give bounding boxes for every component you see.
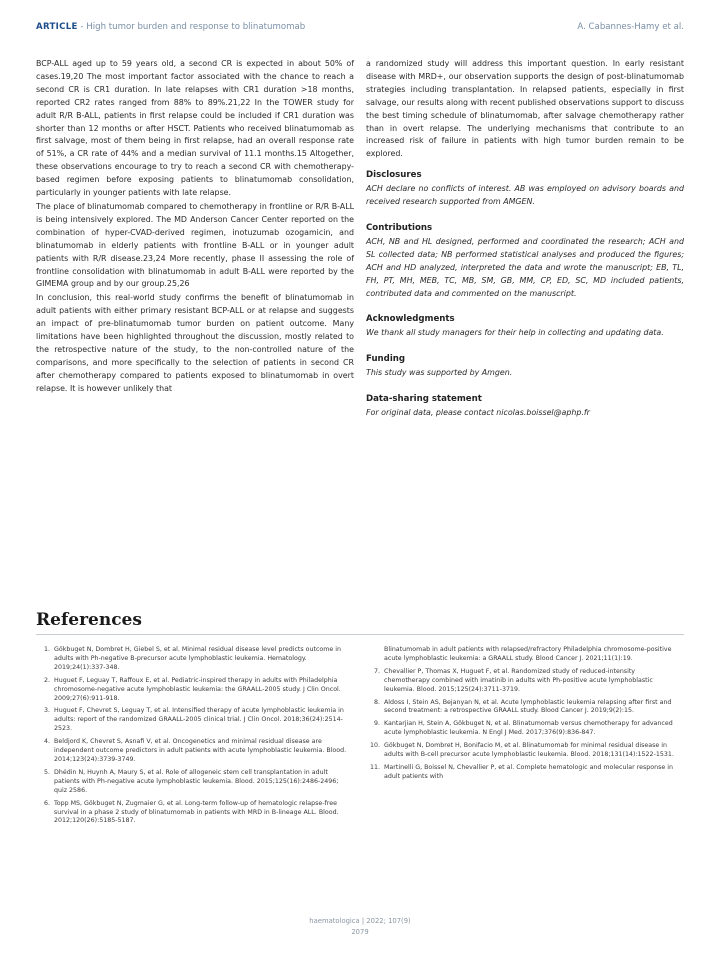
reference-item xyxy=(370,646,680,664)
reference-text: Kantarjian H, Stein A, Gökbuget N, et al. Blinatumomab versus chemotherapy for advanced acute lymphoblastic leukemia. N Engl J Med. 2017;376(9):836-847. xyxy=(384,720,673,737)
page-footer xyxy=(0,916,720,938)
reference-number: 6. xyxy=(43,799,50,807)
reference-number: 3. xyxy=(43,707,50,715)
data-sharing-heading: Data-sharing statement xyxy=(366,394,482,405)
references-title: References xyxy=(36,610,142,630)
reference-item xyxy=(370,668,680,695)
journal-citation: haematologica | 2022; 107(9) xyxy=(309,917,411,925)
disclosures-text: ACH declare no conflicts of interest. AB was employed on advisory boards and received research supported from AMGEN. xyxy=(366,184,684,207)
reference-item xyxy=(40,769,350,796)
funding-heading: Funding xyxy=(366,354,406,365)
reference-text: Gökbuget N, Dombret H, Bonifacio M, et al. Blinatumomab for minimal residual disease in adults with B-cell precursor acute lymphoblastic leukemia. Blood. 2018;131(14):1522-1531. xyxy=(384,742,674,759)
data-sharing-text: For original data, please contact nicolas.boissel@aphp.fr xyxy=(366,407,590,417)
reference-number: 11. xyxy=(370,763,381,771)
reference-item xyxy=(370,699,680,717)
reference-number: 10. xyxy=(370,742,381,750)
reference-number: 1. xyxy=(43,646,50,653)
reference-number: 8. xyxy=(373,698,380,706)
running-authors: A. Cabannes-Hamy et al. xyxy=(577,22,684,32)
reference-text: Huguet F, Leguay T, Raffoux E, et al. Pediatric-inspired therapy in adults with Philadelphia chromosome-negative acute lymphoblastic leukemia: the GRAALL-2005 study. J Clin Oncol. 2009;27(6):911-918. xyxy=(54,676,341,702)
reference-number: 9. xyxy=(373,720,380,728)
reference-number: 5. xyxy=(43,768,50,776)
paragraph: In conclusion, this real-world study confirms the benefit of blinatumomab in adult patients with either primary resistant BCP-ALL or at relapse and suggests an impact of pre-blinatumomab tumor burden on patient outcome. Many limitations have been highlighted throughout the discussion, mostly related to the retrospective nature of the study, to the non-controlled nature of the comparisons, and more specifically to the selection of patients in second CR after chemotherapy compared to patients exposed to blinatumomab in overt relapse. It is however unlikely that xyxy=(36,293,354,393)
references-divider xyxy=(36,634,684,635)
left-text-column xyxy=(36,58,354,397)
reference-item xyxy=(370,764,680,782)
reference-item xyxy=(370,720,680,738)
acknowledgments-text: We thank all study managers for their help in collecting and updating data. xyxy=(366,328,664,338)
reference-text: Aldoss I, Stein AS, Bejanyan N, et al. Acute lymphoblastic leukemia relapsing after first and second treatment: a retrospective GRAALL study. Blood Cancer J. 2019;9(2):15. xyxy=(384,698,672,715)
header-left xyxy=(36,22,305,32)
reference-text: Gökbuget N, Dombret H, Giebel S, et al. Minimal residual disease level predicts outcome in adults with Ph-negative B-precursor acute lymphoblastic leukemia. Hematology. 2019;24(1):337-348. xyxy=(54,646,342,671)
reference-number: 2. xyxy=(43,676,50,684)
reference-item xyxy=(40,800,350,827)
reference-number: 7. xyxy=(373,667,380,675)
article-tag: ARTICLE xyxy=(36,22,78,32)
right-text-column xyxy=(366,58,684,421)
disclosures-heading: Disclosures xyxy=(366,170,422,181)
reference-text: Martinelli G, Boissel N, Chevallier P, et al. Complete hematologic and molecular response in adult patients with xyxy=(384,763,674,780)
paragraph: a randomized study will address this important question. In early resistant disease with MRD+, our observation supports the design of post-blinatumomab strategies including transplantation. In relapsed patients, especially in first salvage, our results along with recent published observations support to discuss the best timing schedule of blinatumomab, after salvage chemotherapy rather than in overt relapse. The underlying mechanisms that contribute to an increased risk of failure in patients with high tumor burden remain to be explored. xyxy=(366,59,684,159)
references-right-column xyxy=(370,646,680,786)
funding-text: This study was supported by Amgen. xyxy=(366,368,513,378)
reference-text: Beldjord K, Chevret S, Asnafi V, et al. Oncogenetics and minimal residual disease are independent outcome predictors in adult patients with acute lymphoblastic leukemia. Blood. 2014;123(24):3739-3749. xyxy=(54,738,347,763)
reference-item xyxy=(40,738,350,765)
running-title: High tumor burden and response to blinatumomab xyxy=(86,22,306,32)
reference-text: Topp MS, Gökbuget N, Zugmaier G, et al. Long-term follow-up of hematologic relapse-free survival in a phase 2 study of blinatumomab in patients with MRD in B-lineage ALL. Blood. 2012;120(26):5185-5187. xyxy=(54,799,339,825)
paragraph: The place of blinatumomab compared to chemotherapy in frontline or R/R B-ALL is being intensively explored. The MD Anderson Cancer Center reported on the combination of hyper-CVAD-derived regimen, inotuzumab ozogamicin, and blinatumomab in elderly patients with frontline B-ALL or in younger adult patients with R/R disease.23,24 More recently, phase II assessing the role of frontline consolidation with blinatumomab in adult B-ALL were reported by the GIMEMA group and by our group.25,26 xyxy=(36,201,354,289)
reference-text: Huguet F, Chevret S, Leguay T, et al. Intensified therapy of acute lymphoblastic leukemia in adults: report of the randomized GRAALL-2005 clinical trial. J Clin Oncol. 2018;36(24):2514-2523. xyxy=(54,707,344,733)
references-left-column xyxy=(40,646,350,830)
reference-number: 4. xyxy=(43,738,50,746)
reference-item xyxy=(40,646,350,673)
running-header xyxy=(36,22,684,38)
reference-text: Dhédin N, Huynh A, Maury S, et al. Role of allogeneic stem cell transplantation in adult patients with Ph-negative acute lymphoblastic leukemia. Blood. 2015;125(16):2486-2496; quiz 2586. xyxy=(54,768,339,794)
contributions-heading: Contributions xyxy=(366,222,433,233)
reference-item xyxy=(40,707,350,734)
paragraph: BCP-ALL aged up to 59 years old, a second CR is expected in about 50% of cases.19,20 The most important factor associated with the chance to reach a second CR is CR1 duration. In late relapses with CR1 duration >18 months, reported CR2 rates ranged from 88% to 89%.21,22 In the TOWER study for adult R/R B-ALL, patients in first relapse could be included if CR1 duration was shorter than 12 months or after HSCT. Patients who received blinatumomab as first salvage, most of them being in first relapse, had an overall response rate of 51%, a CR rate of 44% and a median survival of 11.1 months.15 Altogether, these observations encourage to try to reach a second CR with chemotherapy-based regimen before exposing patients to blinatumomab consolidation, particularly in younger patients with late relapse. xyxy=(36,59,354,198)
reference-text: Blinatumomab in adult patients with relapsed/refractory Philadelphia chromosome-positive acute lymphoblastic leukemia: a GRAALL study. Blood Cancer J. 2021;11(1):19. xyxy=(384,646,672,662)
page-number: 2079 xyxy=(351,928,369,936)
acknowledgments-heading: Acknowledgments xyxy=(366,314,455,325)
contributions-text: ACH, NB and HL designed, performed and coordinated the research; ACH and SL collected data; NB performed statistical analyses and produced the figures; ACH and HD analyzed, interpreted the data and wrote the manuscript; EB, TL, FH, PT, MH, MEB, TC, MB, SM, GB, MM, CP, ED, SC, MD included patients, contributed data and commented on the manuscript. xyxy=(366,236,684,298)
reference-item xyxy=(40,677,350,704)
reference-text: Chevallier P, Thomas X, Huguet F, et al. Randomized study of reduced-intensity chemotherapy combined with imatinib in adults with Ph-positive acute lymphoblastic leukemia. Blood. 2015;125(24):3711-3719. xyxy=(384,667,653,693)
header-separator: - xyxy=(77,22,87,32)
reference-item xyxy=(370,742,680,760)
